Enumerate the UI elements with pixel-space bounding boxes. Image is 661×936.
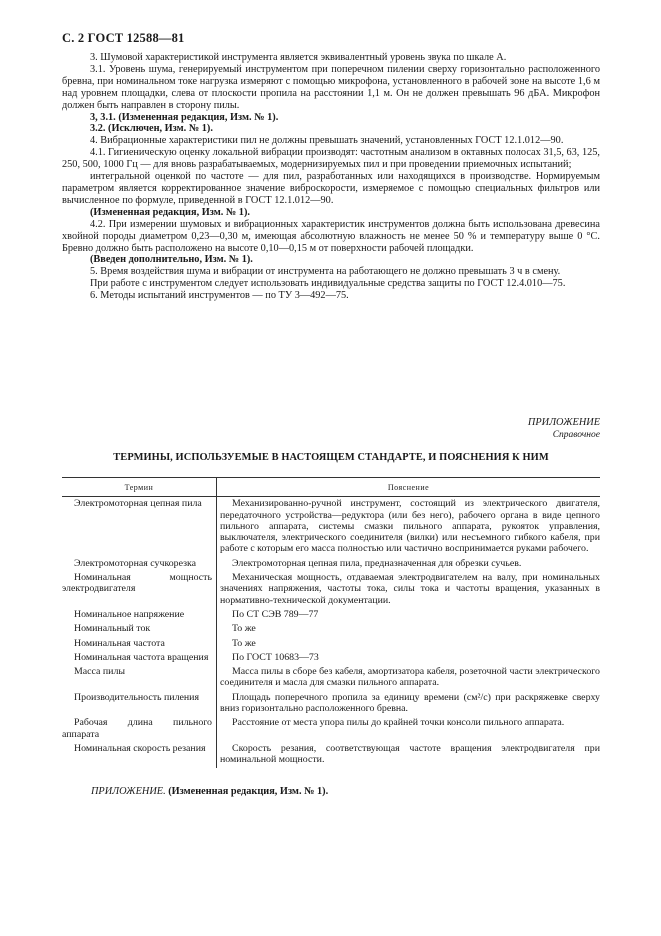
paragraph: При работе с инструментом следует использовать индивидуальные средства защиты по ГОСТ 12.4.010—75. [90,278,566,290]
table-row [62,742,600,768]
term-cell: Рабочая длина пильного аппарата [62,717,212,740]
page-header: С. 2 ГОСТ 12588—81 [62,31,185,45]
amendment-note: 3.2. (Исключен, Изм. № 1). [90,123,213,135]
explanation-cell: Площадь поперечного пропила за единицу времени (см²/с) при раскряжевке сверху вниз горизонтально расположенного бревна. [220,691,600,715]
table-row [62,691,600,717]
explanation-cell: Масса пилы в сборе без кабеля, амортизатора кабеля, розеточной части электрического соединителя и масла для смазки пильного аппарата. [220,666,600,689]
appendix-footnote [91,786,328,797]
term-cell: Производительность пиления [74,691,200,703]
term-cell: Номинальный ток [74,623,151,635]
table-row [62,622,600,636]
term-cell: Электромоторная цепная пила [74,498,202,510]
footnote-note: (Измененная редакция, Изм. № 1). [168,786,329,797]
appendix-subtitle: Справочное [552,430,600,440]
paragraph: 3. Шумовой характеристикой инструмента является эквивалентный уровень звука по шкале А. [90,52,507,63]
explanation-cell: Электромоторная цепная пила, предназначенная для обрезки сучьев. [232,557,522,569]
table-row [62,571,600,608]
amendment-note: 3, 3.1. (Измененная редакция, Изм. № 1). [90,111,279,123]
column-header-term: Термин [62,478,217,497]
explanation-cell: То же [232,637,256,649]
explanation-cell: По ГОСТ 10683—73 [232,651,319,663]
explanation-cell: То же [232,623,256,635]
explanation-cell: Скорость резания, соответствующая частоте вращения электродвигателя при номинальной мощности. [220,742,600,766]
amendment-note: (Измененная редакция, Изм. № 1). [90,206,250,218]
explanation-cell: Расстояние от места упора пилы до крайней точки консоли пильного аппарата. [232,717,565,729]
table-row [62,637,600,651]
footnote-label: ПРИЛОЖЕНИЕ. [91,786,166,797]
term-cell: Номинальная мощность электродвигателя [62,572,212,595]
table-header-row [62,478,600,497]
body-text [62,52,600,302]
table-row [62,608,600,622]
term-cell: Масса пилы [74,666,126,678]
paragraph: 6. Методы испытаний инструментов — по ТУ 3—492—75. [90,290,349,302]
explanation-cell: Механизированно-ручной инструмент, состоящий из электрического двигателя, передаточного устройства—редуктора (или без него), рабочего органа в виде цепного пильного аппарата, системы смазки пильного аппарата, рукояток управления, выключателя, электрического соединителя (вилки) или несъемного гибкого кабеля, при работе с которым его масса полностью или частично воспринимается руками рабочего. [220,498,600,555]
explanation-cell: Механическая мощность, отдаваемая электродвигателем на валу, при номинальных значениях напряжения, частоты тока, силы тока и частоты вращения, указанных в нормативно-технической документации. [220,572,600,606]
table-row [62,497,600,557]
table-row [62,665,600,691]
term-cell: Электромоторная сучкорезка [74,557,197,569]
paragraph: 3.1. Уровень шума, генерируемый инструментом при поперечном пилении сверху горизонтально расположенного бревна, при номинальном токе нагрузка измеряют с помощью микрофона, установленного в рабочей зоне на высоте 1,6 м над уровнем площадки, слева от плоскости пропила на расстоянии 1,1 м. Он не должен превышать 96 дБА. Микрофон должен быть направлен в сторону пилы. [62,63,600,111]
explanation-cell: По СТ СЭВ 789—77 [232,608,319,620]
paragraph: интегральной оценкой по частоте — для пил, разработанных или находящихся в производстве. Нормируемым параметром является корректированное значение виброскорости, измеряемое с помощью специальных фильтров или вычисленное по формуле, приведенной в ГОСТ 12.1.012—90. [62,171,600,206]
terms-heading: ТЕРМИНЫ, ИСПОЛЬЗУЕМЫЕ В НАСТОЯЩЕМ СТАНДАРТЕ, И ПОЯСНЕНИЯ К НИМ [113,452,549,463]
table-row [62,557,600,571]
paragraph: 4.2. При измерении шумовых и вибрационных характеристик инструментов должна быть использована древесина хвойной породы диаметром 0,23—0,30 м, имеющая абсолютную влажность не менее 50 % и температуру выше 0 °С. Бревно должно быть расположено на высоте 0,10—0,15 м от поверхности рабочей площадки. [62,218,600,254]
paragraph: 4.1. Гигиеническую оценку локальной вибрации производят: частотным анализом в октавных полосах 31,5, 63, 125, 250, 500, 1000 Гц — для вновь разрабатываемых, модернизируемых пил и при проведении приемочных испытаний; [62,147,600,171]
paragraph: 5. Время воздействия шума и вибрации от инструмента на работающего не должно превышать 3 ч в смену. [90,266,561,278]
table-row [62,716,600,742]
term-cell: Номинальная частота вращения [74,651,209,663]
paragraph: 4. Вибрационные характеристики пил не должны превышать значений, установленных ГОСТ 12.1.012—90. [90,135,564,147]
term-cell: Номинальное напряжение [74,608,185,620]
table-row [62,651,600,665]
term-cell: Номинальная частота [74,637,165,649]
appendix-label [528,417,600,441]
appendix-title: ПРИЛОЖЕНИЕ [527,417,600,428]
column-header-explanation: Пояснение [217,478,601,497]
terms-table [62,477,600,768]
amendment-note: (Введен дополнительно, Изм. № 1). [90,254,253,266]
term-cell: Номинальная скорость резания [74,742,206,754]
